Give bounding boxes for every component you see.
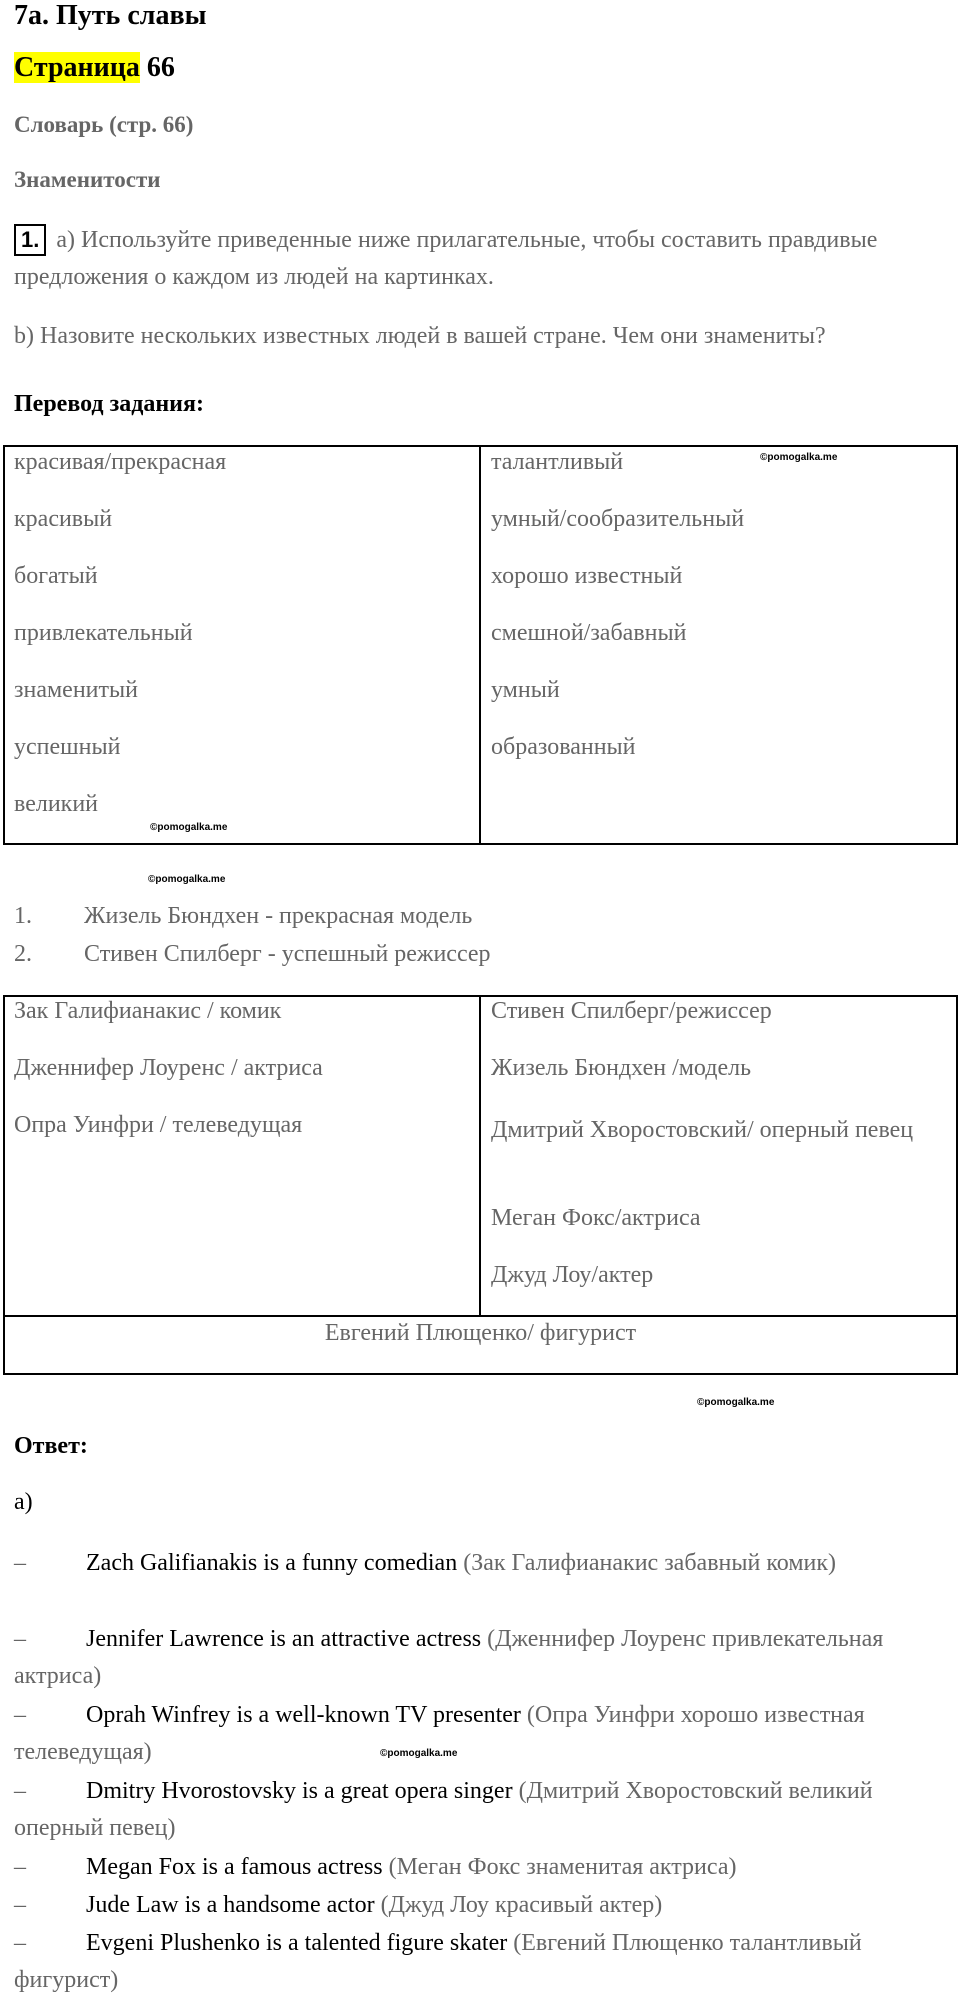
- answer-item: [14, 1621, 914, 1695]
- example-text: Стивен Спилберг - успешный режиссер: [84, 941, 491, 967]
- task-part-a: [14, 222, 914, 296]
- answer-english: Dmitry Hvorostovsky is a great opera singer: [86, 1778, 513, 1804]
- adjective-left: успешный: [14, 734, 121, 760]
- dash: –: [14, 1778, 26, 1804]
- answer-english: Megan Fox is a famous actress: [86, 1854, 383, 1880]
- answer-russian: (Евгений Плющенко талантливый фигурист): [14, 1930, 862, 1993]
- answer-english: Oprah Winfrey is a well-known TV presenter: [86, 1702, 521, 1728]
- adjective-left: знаменитый: [14, 677, 138, 703]
- task-part-a-text: a) Используйте приведенные ниже прилагательные, чтобы составить правдивые предложения о каждом из людей на картинках.: [14, 227, 878, 290]
- adjective-left: красивый: [14, 506, 113, 532]
- person-left: Опра Уинфри / телеведущая: [14, 1112, 303, 1138]
- answer-russian: (Опра Уинфри хорошо известная телеведущая): [14, 1702, 865, 1765]
- adjective-right: смешной/забавный: [491, 620, 687, 646]
- example-text: Жизель Бюндхен - прекрасная модель: [84, 903, 473, 929]
- people-left-cell: [3, 995, 481, 1317]
- page-number-heading: [14, 52, 175, 84]
- example-number: 2.: [14, 941, 32, 967]
- person-right: Джуд Лоу/актер: [491, 1262, 654, 1288]
- adjective-left: богатый: [14, 563, 98, 589]
- answer-russian: (Дженнифер Лоуренс привлекательная актриса): [14, 1626, 884, 1689]
- dash: –: [14, 1550, 26, 1576]
- watermark: ©pomogalka.me: [697, 1397, 775, 1408]
- answer-item: [14, 1773, 914, 1847]
- watermark: ©pomogalka.me: [150, 822, 228, 833]
- dash: –: [14, 1930, 26, 1956]
- adjective-left: красивая/прекрасная: [14, 449, 227, 475]
- answer-english: Evgeni Plushenko is a talented figure skater: [86, 1930, 508, 1956]
- person-left: Дженнифер Лоуренс / актриса: [14, 1055, 323, 1081]
- person-right: Стивен Спилберг/режиссер: [491, 998, 772, 1024]
- watermark: ©pomogalka.me: [148, 874, 226, 885]
- answer-item: [14, 1887, 914, 1924]
- person-right: Жизель Бюндхен /модель: [491, 1055, 752, 1081]
- person-right: Меган Фокс/актриса: [491, 1205, 701, 1231]
- answer-russian: (Меган Фокс знаменитая актриса): [388, 1854, 737, 1880]
- dash: –: [14, 1626, 26, 1652]
- answer-item: [14, 1545, 914, 1582]
- page-label: Страница: [14, 52, 140, 83]
- person-bottom: Евгений Плющенко/ фигурист: [324, 1320, 637, 1346]
- page-number: 66: [146, 52, 175, 83]
- adjective-left: великий: [14, 791, 99, 817]
- person-right: Дмитрий Хворостовский/ оперный певец: [491, 1117, 914, 1143]
- vocab-heading: Словарь (стр. 66): [14, 112, 194, 137]
- dash: –: [14, 1892, 26, 1918]
- answer-item: [14, 1849, 914, 1886]
- answer-russian: (Зак Галифианакис забавный комик): [463, 1550, 836, 1576]
- adjective-left: привлекательный: [14, 620, 193, 646]
- task-part-b: b) Назовите нескольких известных людей в вашей стране. Чем они знамениты?: [14, 323, 826, 349]
- answer-heading: Ответ:: [14, 1433, 88, 1459]
- task-number: 1.: [14, 224, 46, 256]
- person-left: Зак Галифианакис / комик: [14, 998, 282, 1024]
- adjective-right: хорошо известный: [491, 563, 683, 589]
- answer-russian: (Дмитрий Хворостовский великий оперный певец): [14, 1778, 873, 1841]
- dash: –: [14, 1702, 26, 1728]
- answer-item: [14, 1925, 914, 1999]
- watermark: ©pomogalka.me: [760, 452, 838, 463]
- adjective-right: образованный: [491, 734, 636, 760]
- example-number: 1.: [14, 903, 32, 929]
- answer-part-label: а): [14, 1489, 33, 1515]
- dash: –: [14, 1854, 26, 1880]
- adjective-right: талантливый: [491, 449, 624, 475]
- answer-item: [14, 1697, 914, 1771]
- watermark: ©pomogalka.me: [380, 1748, 458, 1759]
- adjective-right: умный: [491, 677, 560, 703]
- translation-heading: Перевод задания:: [14, 391, 204, 417]
- adjective-right: умный/сообразительный: [491, 506, 745, 532]
- answer-english: Jude Law is a handsome actor: [86, 1892, 375, 1918]
- answer-english: Jennifer Lawrence is an attractive actress: [86, 1626, 482, 1652]
- answer-english: Zach Galifianakis is a funny comedian: [86, 1550, 458, 1576]
- answer-russian: (Джуд Лоу красивый актер): [380, 1892, 663, 1918]
- page-title: 7a. Путь славы: [14, 0, 207, 31]
- topic-heading: Знаменитости: [14, 167, 161, 192]
